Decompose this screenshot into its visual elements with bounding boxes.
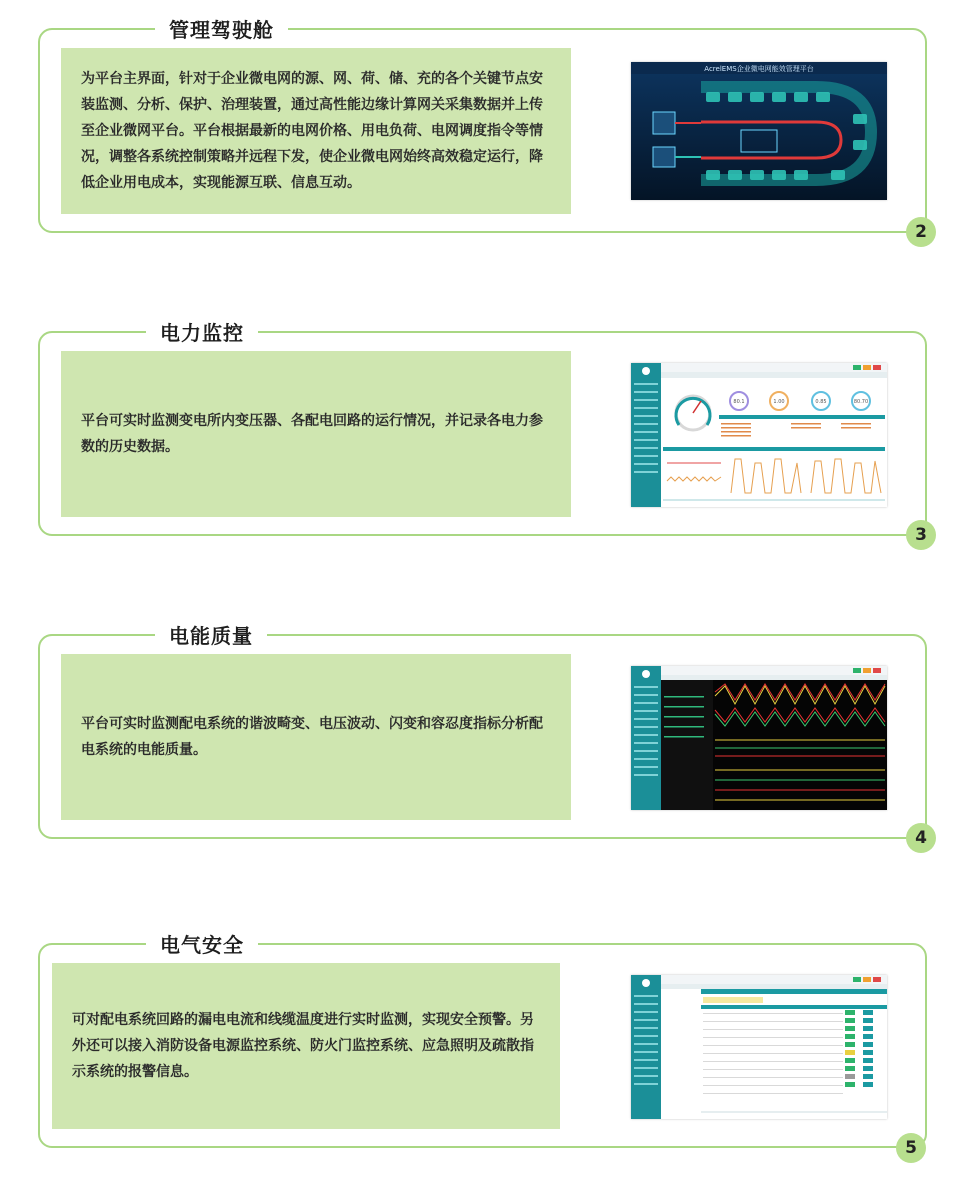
power-monitoring-dashboard-image [631,363,887,507]
section-title: 电气安全 [146,930,258,960]
section-description-box [61,654,571,820]
section-title: 电能质量 [155,621,267,651]
gauge-value: 80.70 [853,399,869,405]
section-description-box [61,48,571,214]
cockpit-dashboard-image [631,62,887,200]
section-number-badge: 3 [906,520,936,550]
section-description-box [52,963,560,1129]
section-panel-cockpit [38,18,927,242]
section-description: 平台可实时监测变电所内变压器、各配电回路的运行情况，并记录各电力参数的历史数据。 [81,413,543,455]
section-title: 管理驾驶舱 [155,15,288,45]
gauge-value: 0.85 [815,399,827,405]
section-number-badge: 5 [896,1133,926,1163]
section-description: 平台可实时监测配电系统的谐波畸变、电压波动、闪变和容忍度指标分析配电系统的电能质量。 [81,716,543,758]
section-panel-power-quality [38,624,927,848]
power-monitoring-screenshot [631,363,887,507]
section-number-badge: 4 [906,823,936,853]
electrical-safety-screenshot [631,975,887,1119]
power-quality-screenshot [631,666,887,810]
section-number-badge: 2 [906,217,936,247]
gauge-value: 1.00 [773,399,785,405]
section-panel-electrical-safety [38,933,927,1158]
section-description: 可对配电系统回路的漏电电流和线缆温度进行实时监测，实现安全预警。另外还可以接入消防设备电源监控系统、防火门监控系统、应急照明及疏散指示系统的报警信息。 [72,1012,534,1080]
section-title: 电力监控 [146,318,258,348]
section-panel-power-monitoring [38,321,927,545]
section-description: 为平台主界面，针对于企业微电网的源、网、荷、储、充的各个关键节点安装监测、分析、保护、治理装置，通过高性能边缘计算网关采集数据并上传至企业微网平台。平台根据最新的电网价格、用电负荷、电网调度指令等情况，调整各系统控制策略并远程下发，使企业微电网始终高效稳定运行，降低企业用电成本，实现能源互联、信息互动。 [81,71,543,191]
cockpit-screenshot [631,62,887,200]
electrical-safety-dashboard-image [631,975,887,1119]
section-description-box [61,351,571,517]
gauge-value: 80.1 [733,399,745,405]
screenshot-title: AcrelEMS企业微电网能效管理平台 [704,65,814,73]
power-quality-dashboard-image [631,666,887,810]
